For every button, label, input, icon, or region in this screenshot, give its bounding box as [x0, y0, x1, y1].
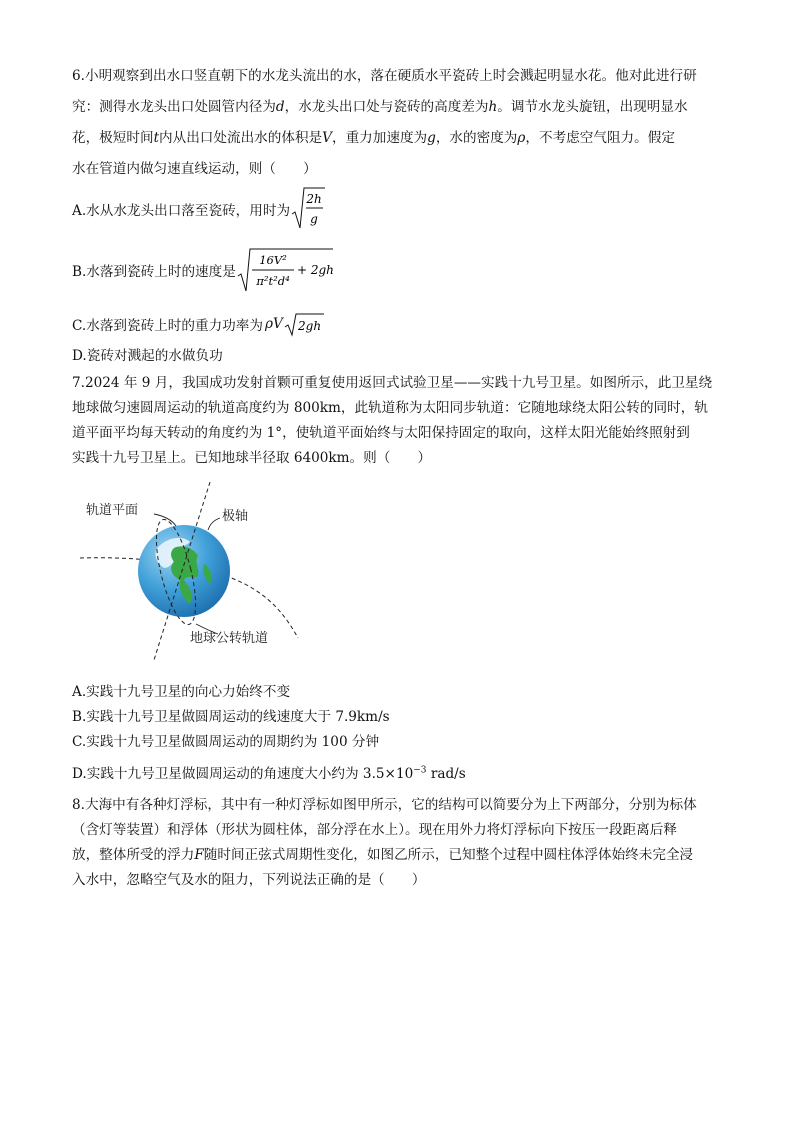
q7-option-a: A.实践十九号卫星的向心力始终不变 — [72, 684, 291, 700]
q6-stem-line-4: 水在管道内做匀速直线运动，则（ ） — [72, 161, 317, 177]
q6-b-tail: + 2gh — [296, 263, 334, 277]
q7-option-c: C.实践十九号卫星做圆周运动的周期约为 100 分钟 — [72, 734, 380, 750]
label-orbit-plane: 轨道平面 — [86, 503, 139, 518]
polar-axis-leader — [208, 518, 220, 530]
q8-stem-line-2: （含灯等装置）和浮体（形状为圆柱体，部分浮在水上）。现在用外力将灯浮标向下按压一段距离后释 — [72, 822, 677, 838]
q6-b-den: π²t²d⁴ — [256, 274, 290, 288]
q6-option-a-sqrt-fraction — [290, 186, 326, 232]
q6-option-d: D.瓷砖对溅起的水做负功 — [72, 348, 223, 364]
earth-orbit-figure — [72, 476, 304, 662]
q7-stem-line-2: 地球做匀速圆周运动的轨道高度约为 800km，此轨道称为太阳同步轨道：它随地球绕太阳公转的同时，轨 — [72, 400, 708, 416]
q6-stem-line-1: 6.小明观察到出水口竖直朝下的水龙头流出的水，落在硬质水平瓷砖上时会溅起明显水花。他对此进行研 — [72, 68, 697, 84]
q6-c-pre: ρV — [264, 316, 283, 332]
q6-a-den: g — [310, 212, 318, 226]
q6-c-rad: 2gh — [297, 319, 321, 333]
q7-stem-line-4: 实践十九号卫星上。已知地球半径取 6400km。则（ ） — [72, 450, 432, 466]
q7-option-b: B.实践十九号卫星做圆周运动的线速度大于 7.9km/s — [72, 709, 390, 725]
q6-a-num: 2h — [306, 192, 322, 206]
q8-stem-line-4: 入水中，忽略空气及水的阻力，下列说法正确的是（ ） — [72, 872, 426, 888]
q7-stem-line-1: 7.2024 年 9 月，我国成功发射首颗可重复使用返回式试验卫星——实践十九号卫星。如图所示，此卫星绕 — [72, 375, 713, 391]
label-polar-axis: 极轴 — [222, 509, 249, 524]
q6-option-c: C.水落到瓷砖上时的重力功率为 ρV 2gh — [72, 310, 325, 338]
q7-stem-line-3: 道平面平均每天转动的角度约为 1°，使轨道平面始终与太阳保持固定的取向，这样太阳光能始终照射到 — [72, 425, 690, 441]
q8-stem-line-1: 8.大海中有各种灯浮标，其中有一种灯浮标如图甲所示，它的结构可以简要分为上下两部分，分别为标体 — [72, 797, 697, 813]
q6-stem-line-3: 花，极短时间t内从出口处流出水的体积是V，重力加速度为g，水的密度为ρ，不考虑空气阻力。假定 — [72, 130, 675, 146]
q6-stem-line-2: 究：测得水龙头出口处圆管内径为d，水龙头出口处与瓷砖的高度差为h。调节水龙头旋钮，出现明显水 — [72, 99, 688, 115]
q6-option-a: A.水从水龙头出口落至瓷砖，用时为 2h g — [72, 186, 326, 232]
q6-option-b: B.水落到瓷砖上时的速度是 16V² π²t²d⁴ + 2gh — [72, 246, 334, 294]
q6-b-num: 16V² — [259, 253, 287, 267]
q6-option-c-sqrt — [283, 311, 325, 337]
q7-option-d: D.实践十九号卫星做圆周运动的角速度大小约为 $3.5\times 10^{-3}$ rad/s — [72, 765, 466, 782]
q8-stem-line-3: 放，整体所受的浮力F随时间正弦式周期性变化，如图乙所示，已知整个过程中圆柱体浮体始终未完全浸 — [72, 847, 694, 863]
q7-d-exponent: −3 — [413, 765, 427, 776]
label-revolution-orbit: 地球公转轨道 — [190, 631, 269, 646]
q6-option-b-sqrt-expression — [236, 246, 334, 294]
